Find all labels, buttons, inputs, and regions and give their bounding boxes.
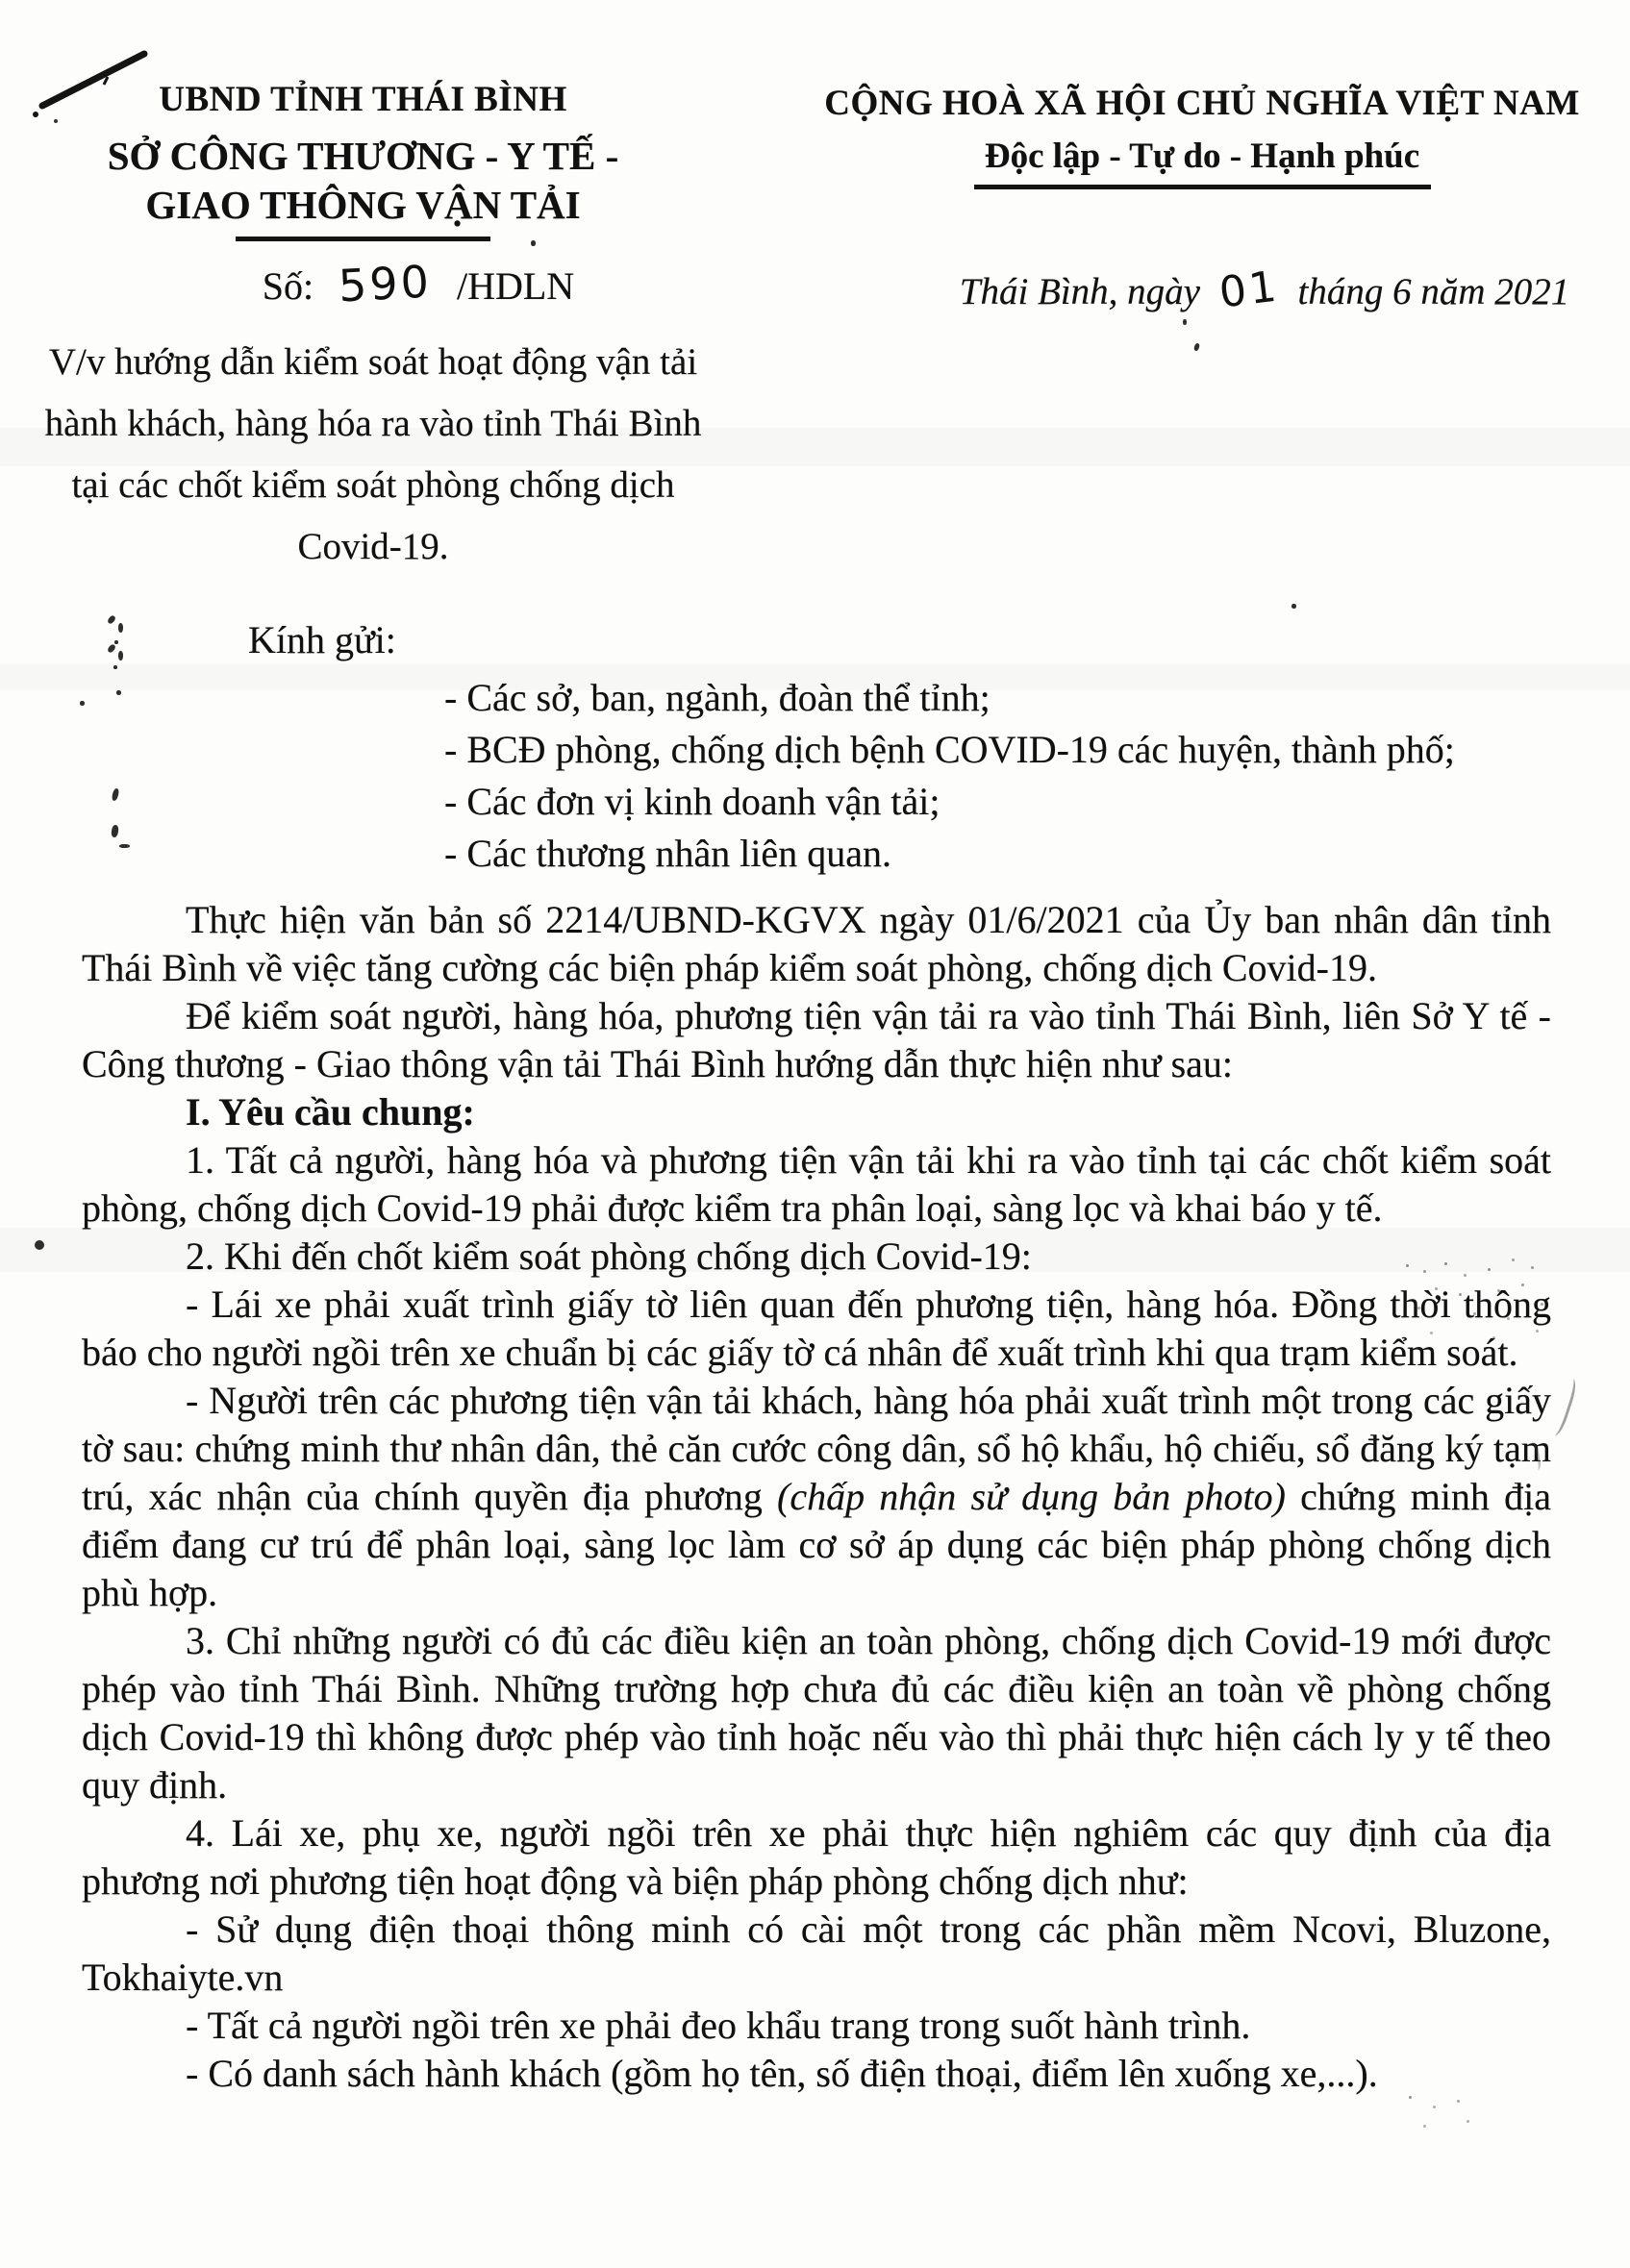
scan-noise (1193, 342, 1200, 351)
scan-noise (119, 844, 130, 848)
place-date-line (918, 262, 1611, 318)
national-title: CỘNG HOÀ XÃ HỘI CHỦ NGHĨA VIỆT NAM (824, 84, 1580, 123)
body-paragraph: Thực hiện văn bản số 2214/UBND-KGVX ngày 01/6/2021 của Ủy ban nhân dân tỉnh Thái Bình về việc tăng cường các biện pháp kiểm soát phòng, chống dịch Covid-19. (82, 898, 1551, 989)
scan-noise (114, 640, 118, 644)
body-text-segment: chứng minh địa điểm đang cư trú để phân loại, sàng lọc làm cơ sở áp dụng các biện pháp phòng chống dịch phù hợp. (82, 1475, 1551, 1614)
scan-noise (1183, 319, 1187, 325)
scan-noise (80, 701, 85, 706)
body-paragraph: - Tất cả người ngồi trên xe phải đeo khẩu trang trong suốt hành trình. (186, 2004, 1251, 2047)
body-paragraph: Để kiểm soát người, hàng hóa, phương tiện vận tải ra vào tỉnh Thái Bình, liên Sở Y tế - Công thương - Giao thông vận tải Thái Bình hướng dẫn thực hiện như sau: (82, 994, 1551, 1085)
scan-noise (531, 240, 536, 246)
scan-noise (107, 614, 116, 625)
scan-noise (1291, 604, 1296, 609)
recipient-item: - BCĐ phòng, chống dịch bệnh COVID-19 các huyện, thành phố; (444, 728, 1455, 771)
body-text-segment: - Người trên các phương tiện vận tải khách, hàng hóa phải xuất trình một trong các giấy tờ sau: chứng minh thư nhân dân, thẻ căn cước công dân, sổ hộ khẩu, hộ chiếu, sổ đăng ký tạm trú, xác nhận của chính quyền địa phương (82, 1379, 1551, 1518)
parent-org-name: UBND TỈNH THÁI BÌNH (159, 80, 567, 119)
org-underline (236, 237, 490, 241)
doc-number-label: Số: (262, 264, 314, 308)
org-name-line2: GIAO THÔNG VẬN TẢI (145, 183, 581, 227)
org-name-line1: SỞ CÔNG THƯƠNG - Y TẾ - (107, 134, 619, 178)
scan-noise (111, 825, 119, 838)
doc-number-handwritten: 590 (337, 255, 434, 312)
doc-number-suffix: /HDLN (456, 264, 575, 308)
document-body (82, 896, 1551, 2098)
dateline-suffix: tháng 6 năm 2021 (1297, 271, 1570, 312)
scan-noise (118, 651, 123, 660)
body-paragraph: - Có danh sách hành khách (gồm họ tên, số điện thoại, điểm lên xuống xe,...). (186, 2052, 1378, 2095)
document-subject: V/v hướng dẫn kiểm soát hoạt động vận tải hành khách, hàng hóa ra vào tỉnh Thái Bình tại các chốt kiểm soát phòng chống dịch Covid-19. (44, 341, 702, 567)
national-header-block (784, 83, 1620, 189)
body-text-italic-segment: (chấp nhận sử dụng bản photo) (777, 1475, 1286, 1518)
dateline-prefix: Thái Bình, ngày (959, 271, 1200, 312)
scan-smudge (1406, 1264, 1409, 1267)
salutation-label: Kính gửi: (248, 618, 396, 661)
body-paragraph: 3. Chỉ những người có đủ các điều kiện an toàn phòng, chống dịch Covid-19 mới được phép vào tỉnh Thái Bình. Những trường hợp chưa đủ các điều kiện an toàn về phòng chống dịch Covid-19 thì không được phép vào tỉnh hoặc nếu vào thì phải thực hiện cách ly y tế theo quy định. (82, 1619, 1551, 1807)
scan-noise (35, 1240, 44, 1250)
recipient-item: - Các sở, ban, ngành, đoàn thể tỉnh; (444, 676, 991, 719)
body-paragraph: 4. Lái xe, phụ xe, người ngồi trên xe phải thực hiện nghiêm các quy định của địa phương nơi phương tiện hoạt động và biện pháp phòng chống dịch như: (82, 1811, 1551, 1903)
body-paragraph: 2. Khi đến chốt kiểm soát phòng chống dịch Covid-19: (186, 1234, 1032, 1278)
body-paragraph: 1. Tất cả người, hàng hóa và phương tiện vận tải khi ra vào tỉnh tại các chốt kiểm soát phòng, chống dịch Covid-19 phải được kiểm tra phân loại, sàng lọc và khai báo y tế. (82, 1138, 1551, 1230)
recipient-item: - Các đơn vị kinh doanh vận tải; (444, 780, 940, 823)
issuing-agency-block (53, 79, 673, 241)
scan-noise (112, 787, 120, 801)
document-number-line (53, 255, 673, 312)
scan-smudge (1409, 2096, 1412, 2099)
section-heading: I. Yêu cầu chung: (186, 1090, 475, 1134)
body-paragraph: - Lái xe phải xuất trình giấy tờ liên quan đến phương tiện, hàng hóa. Đồng thời thông báo cho người ngồi trên xe chuẩn bị các giấy tờ cá nhân để xuất trình khi qua trạm kiểm soát. (82, 1283, 1551, 1374)
dateline-day-handwritten: 01 (1216, 262, 1282, 318)
scan-noise (118, 623, 123, 633)
body-paragraph: - Sử dụng điện thoại thông minh có cài một trong các phần mềm Ncovi, Bluzone, Tokhaiyte.vn (82, 1907, 1551, 1999)
scan-noise (116, 690, 121, 695)
national-motto: Độc lập - Tự do - Hạnh phúc (984, 137, 1420, 176)
scan-noise (107, 643, 116, 654)
motto-underline (974, 185, 1431, 189)
scan-noise (113, 665, 117, 669)
recipient-list (444, 672, 1455, 880)
body-paragraph (82, 1377, 1551, 1617)
recipient-item: - Các thương nhân liên quan. (444, 832, 891, 875)
